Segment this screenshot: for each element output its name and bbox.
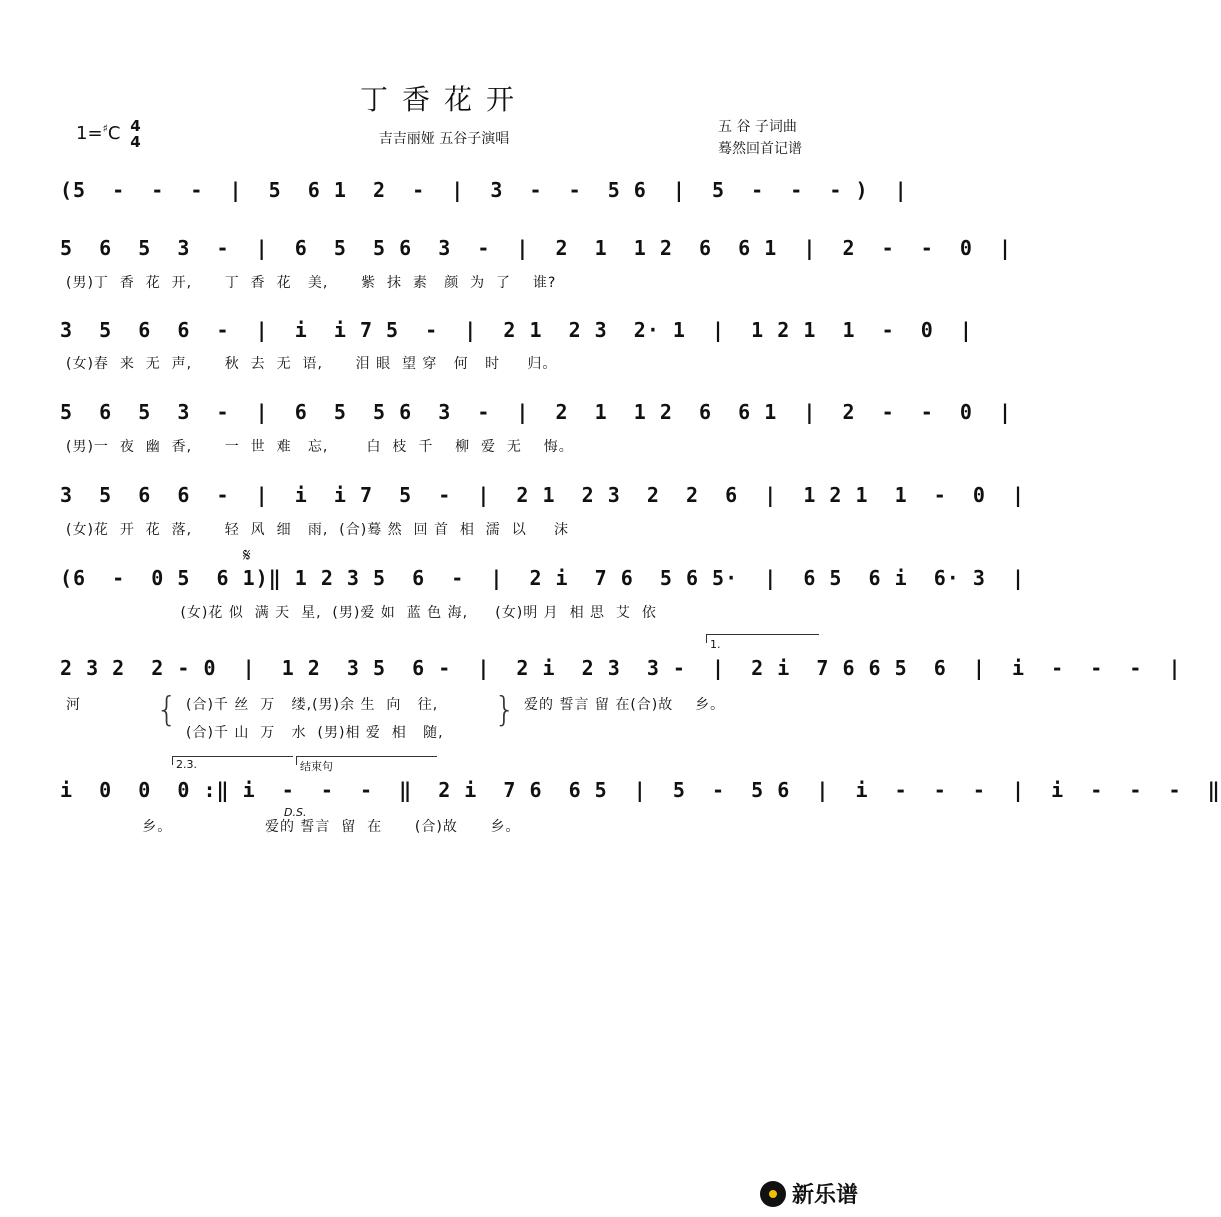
volta-label: 1. xyxy=(710,638,721,651)
brand-name: 新乐谱 xyxy=(792,1183,859,1208)
right-brace: } xyxy=(494,690,516,730)
lyric-row: (女)春 来 无 声, 秋 去 无 语, 泪 眼 望 穿 何 时 归。 xyxy=(66,356,558,372)
ts-bottom: 4 xyxy=(130,133,141,151)
ts-top: 4 xyxy=(130,117,141,135)
lyric-row: (女)花 开 花 落, 轻 风 细 雨, (合)蓦 然 回 首 相 濡 以 沫 xyxy=(66,522,569,538)
lyric-row: (女)花 似 满 天 星, (男)爱 如 蓝 色 海, (女)明 月 相 思 艾 依 xyxy=(66,605,657,621)
notation-row: 5 6 5 3 - | 6 5 5 6 3 - | 2 1 1 2 6 6 1 | 2 - - 0 | xyxy=(60,400,1012,424)
lyric-shared: 爱的 誓言 留 在(合)故 乡。 xyxy=(524,697,726,713)
notation-row: 3 5 6 6 - | i i 7 5 - | 2 1 2 3 2· 1 | 1 2 1 1 - 0 | xyxy=(60,318,973,342)
notation-row: 3 5 6 6 - | i i 7 5 - | 2 1 2 3 2 2 6 | 1 2 1 1 - 0 | xyxy=(60,483,1026,507)
lyric-verse-a: (合)千 丝 万 缕,(男)余 生 向 往, xyxy=(186,697,439,713)
lyric-verse-b: (合)千 山 万 水 (男)相 爱 相 随, xyxy=(186,725,444,741)
key-accidental: ♯ xyxy=(102,122,108,135)
segno-mark: 𝄋 xyxy=(243,545,251,566)
transcriber-credit: 蓦然回首记谱 xyxy=(718,141,802,157)
notation-row: 2 3 2 2 - 0 | 1 2 3 5 6 - | 2 i 2 3 3 - | 2 i 7 6 6 5 6 | i - - - | xyxy=(60,656,1182,680)
volta-bracket xyxy=(706,634,819,643)
lyric-row: (男)一 夜 幽 香, 一 世 难 忘, 白 枝 千 柳 爱 无 悔。 xyxy=(66,439,574,455)
left-brace: { xyxy=(156,690,178,730)
composer-credit: 五 谷 子词曲 xyxy=(718,119,797,135)
brand-logo xyxy=(760,1178,858,1209)
key-note: C xyxy=(107,123,121,144)
notation-row: i 0 0 0 :‖ i - - - ‖ 2 i 7 6 6 5 | 5 - 5 6 | i - - - | i - - - ‖ xyxy=(60,778,1221,802)
ds-mark: D.S. xyxy=(284,806,307,819)
key-prefix: 1= xyxy=(76,123,103,144)
ending-label: 结束句 xyxy=(300,760,333,773)
notation-row: (6 - 0 5 6 1)‖ 1 2 3 5 6 - | 2 i 7 6 5 6 5· | 6 5 6 i 6· 3 | xyxy=(60,566,1026,590)
notation-row: (5 - - - | 5 6 1 2 - | 3 - - 5 6 | 5 - - - ) | xyxy=(60,178,908,202)
song-title: 丁香花开 xyxy=(359,83,528,116)
notation-row: 5 6 5 3 - | 6 5 5 6 3 - | 2 1 1 2 6 6 1 | 2 - - 0 | xyxy=(60,236,1012,260)
volta-label: 2.3. xyxy=(176,758,197,771)
lyric-row: (男)丁 香 花 开, 丁 香 花 美, 紫 抹 素 颜 为 了 谁? xyxy=(66,275,557,291)
disc-icon xyxy=(760,1181,786,1207)
lyric-row: 河 xyxy=(66,697,81,713)
lyric-row: 乡。 爱的 誓言 留 在 (合)故 乡。 xyxy=(66,819,521,835)
performers: 吉吉丽娅 五谷子演唱 xyxy=(378,131,510,147)
